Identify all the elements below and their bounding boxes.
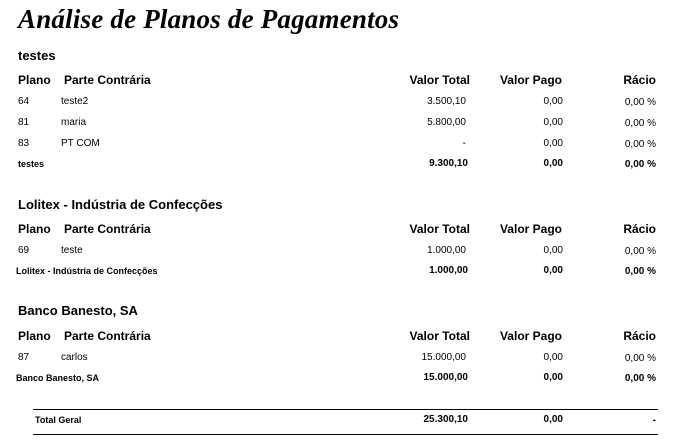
grand-total-label: Total Geral bbox=[35, 415, 82, 425]
row-plano: 83 bbox=[18, 138, 30, 149]
subtotal-label: testes bbox=[18, 159, 45, 169]
row-racio: 0,00 % bbox=[624, 246, 656, 257]
row-parte: teste bbox=[61, 245, 83, 256]
subtotal-racio: 0,00 % bbox=[624, 373, 656, 384]
row-parte: maria bbox=[61, 117, 87, 128]
group-name: Banco Banesto, SA bbox=[18, 303, 138, 318]
subtotal-valor-pago: 0,00 bbox=[543, 158, 563, 169]
row-racio: 0,00 % bbox=[624, 353, 656, 364]
group-name: Lolitex - Indústria de Confecções bbox=[18, 197, 223, 212]
row-plano: 69 bbox=[18, 245, 30, 256]
subtotal-label: Lolitex - Indústria de Confecções bbox=[16, 266, 158, 276]
row-racio: 0,00 % bbox=[624, 97, 656, 108]
col-header-parte: Parte Contrária bbox=[64, 73, 151, 87]
row-valor-pago: 0,00 bbox=[543, 245, 563, 256]
row-valor-pago: 0,00 bbox=[543, 117, 563, 128]
row-parte: PT COM bbox=[61, 138, 100, 149]
col-header-parte: Parte Contrária bbox=[64, 222, 151, 236]
row-plano: 87 bbox=[18, 352, 30, 363]
subtotal-valor-total: 15.000,00 bbox=[423, 372, 468, 383]
col-header-valor-pago: Valor Pago bbox=[499, 222, 562, 236]
col-header-plano: Plano bbox=[18, 329, 51, 343]
subtotal-racio: 0,00 % bbox=[624, 266, 656, 277]
grand-total-valor-pago: 0,00 bbox=[543, 414, 563, 425]
report-title: Análise de Planos de Pagamentos bbox=[18, 4, 400, 34]
col-header-plano: Plano bbox=[18, 222, 51, 236]
grand-total-valor-total: 25.300,10 bbox=[423, 414, 468, 425]
col-header-valor-total: Valor Total bbox=[409, 73, 470, 87]
subtotal-valor-pago: 0,00 bbox=[543, 372, 563, 383]
col-header-racio: Rácio bbox=[623, 222, 656, 236]
row-valor-total: 3.500,10 bbox=[427, 96, 466, 107]
row-plano: 81 bbox=[18, 117, 30, 128]
row-racio: 0,00 % bbox=[624, 118, 656, 129]
row-parte: carlos bbox=[61, 352, 88, 363]
row-valor-pago: 0,00 bbox=[543, 138, 563, 149]
col-header-racio: Rácio bbox=[623, 73, 656, 87]
subtotal-racio: 0,00 % bbox=[624, 159, 656, 170]
row-plano: 64 bbox=[18, 96, 30, 107]
group-name: testes bbox=[18, 48, 56, 63]
row-valor-total: 5.800,00 bbox=[427, 117, 466, 128]
row-racio: 0,00 % bbox=[624, 139, 656, 150]
subtotal-label: Banco Banesto, SA bbox=[16, 373, 100, 383]
row-parte: teste2 bbox=[61, 96, 89, 107]
col-header-racio: Rácio bbox=[623, 329, 656, 343]
col-header-plano: Plano bbox=[18, 73, 51, 87]
col-header-valor-total: Valor Total bbox=[409, 222, 470, 236]
col-header-valor-total: Valor Total bbox=[409, 329, 470, 343]
subtotal-valor-pago: 0,00 bbox=[543, 265, 563, 276]
row-valor-total: 15.000,00 bbox=[421, 352, 466, 363]
row-valor-pago: 0,00 bbox=[543, 352, 563, 363]
row-valor-pago: 0,00 bbox=[543, 96, 563, 107]
subtotal-valor-total: 9.300,10 bbox=[429, 158, 468, 169]
col-header-valor-pago: Valor Pago bbox=[499, 73, 562, 87]
grand-total-racio: - bbox=[652, 415, 656, 426]
col-header-valor-pago: Valor Pago bbox=[499, 329, 562, 343]
row-valor-total: 1.000,00 bbox=[427, 245, 466, 256]
subtotal-valor-total: 1.000,00 bbox=[429, 265, 468, 276]
total-bottom-rule bbox=[33, 434, 658, 435]
total-top-rule bbox=[33, 409, 658, 410]
col-header-parte: Parte Contrária bbox=[64, 329, 151, 343]
row-valor-total: - bbox=[462, 138, 466, 149]
